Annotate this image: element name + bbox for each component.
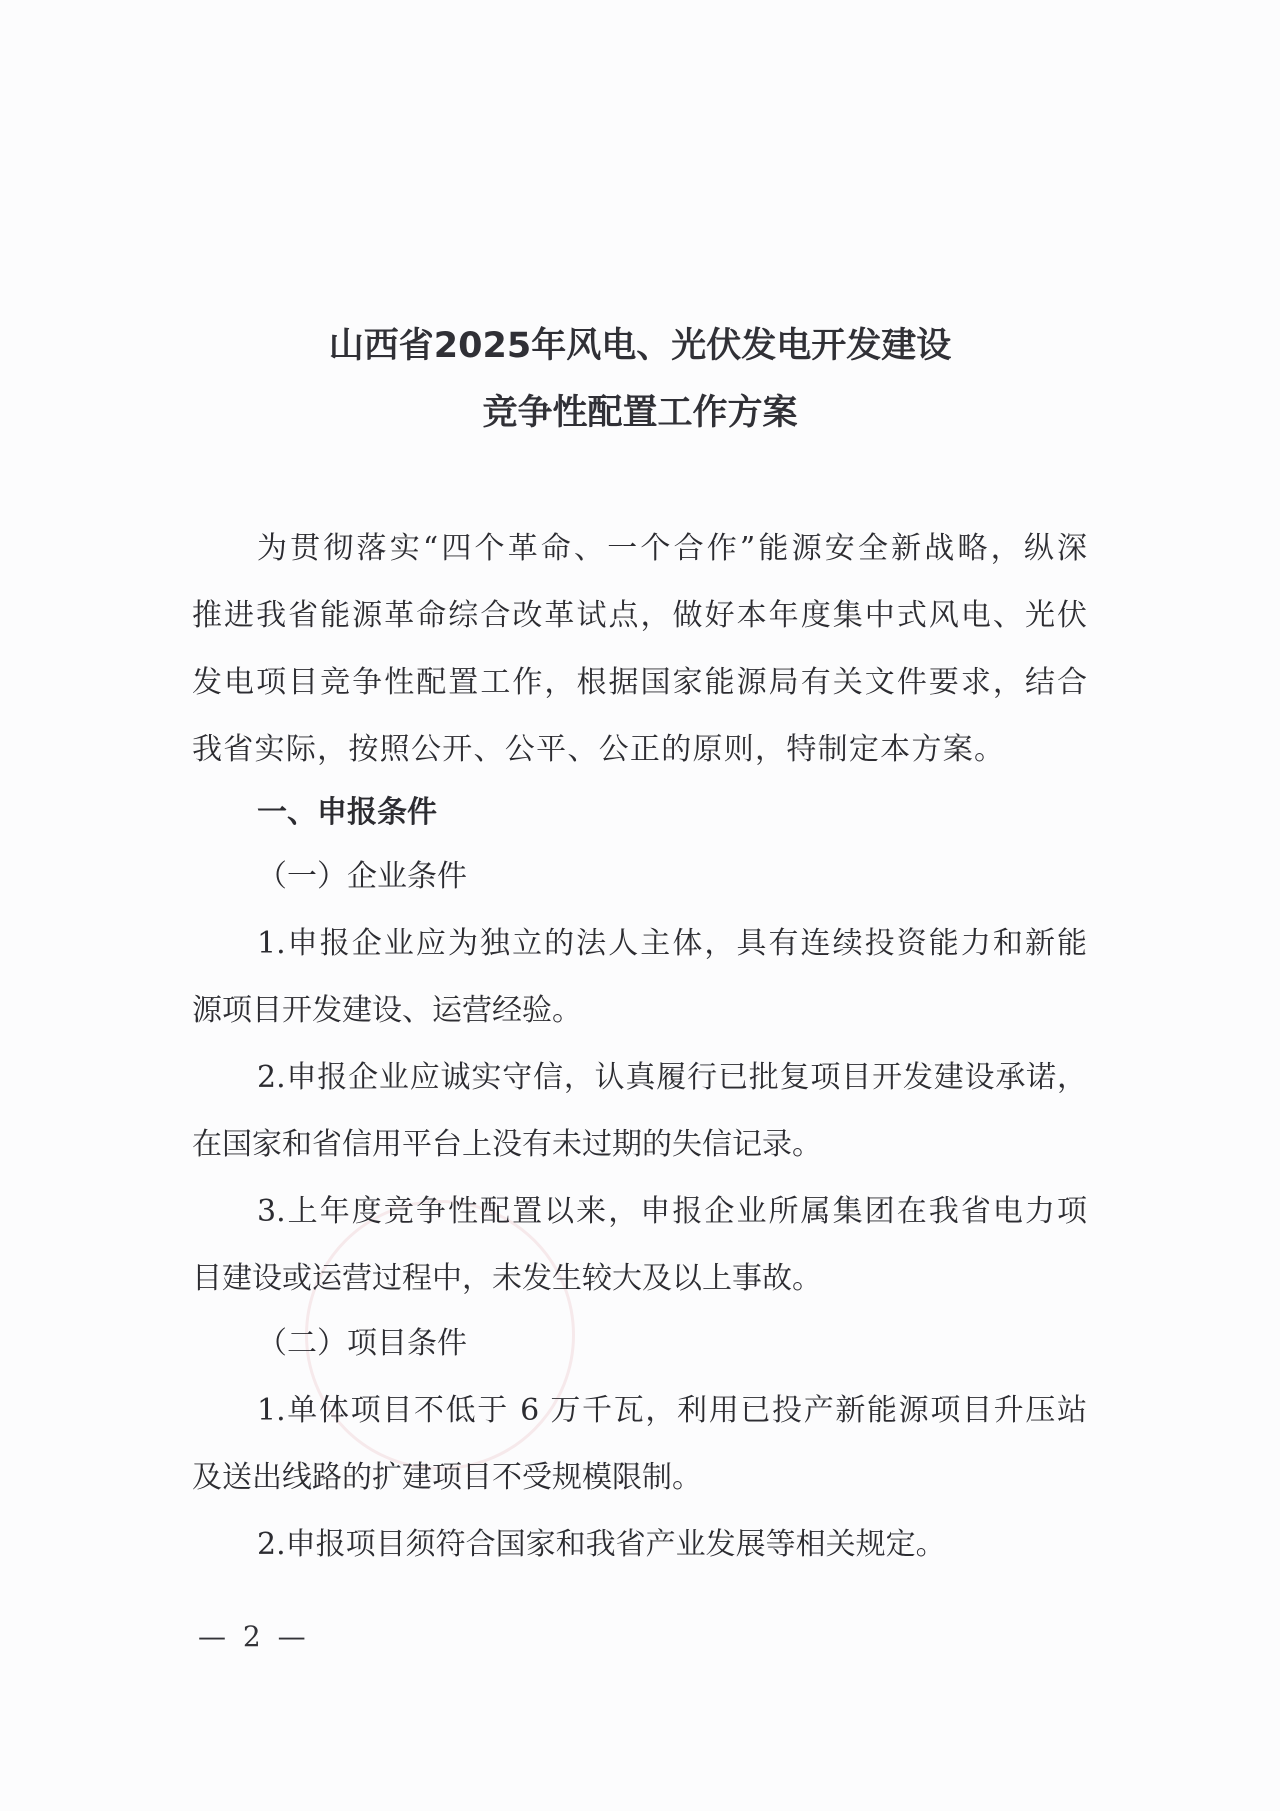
document-title-line-1: 山西省2025年风电、光伏发电开发建设: [328, 326, 952, 366]
page-number: — 2 —: [198, 1620, 310, 1653]
enterprise-item-3-line-2: 目建设或运营过程中，未发生较大及以上事故。: [192, 1261, 822, 1296]
intro-line-2: 推进我省能源革命综合改革试点，做好本年度集中式风电、光伏: [192, 598, 1087, 633]
subsection-heading-enterprise-conditions: （一）企业条件: [257, 859, 467, 894]
enterprise-item-1-line-2: 源项目开发建设、运营经验。: [192, 993, 582, 1028]
intro-line-3: 发电项目竞争性配置工作，根据国家能源局有关文件要求，结合: [192, 665, 1087, 700]
document-title-line-2: 竞争性配置工作方案: [482, 393, 798, 433]
section-heading-application-conditions: 一、申报条件: [257, 795, 437, 830]
project-item-1-line-2: 及送出线路的扩建项目不受规模限制。: [192, 1460, 702, 1495]
enterprise-item-1-line-1: 1.申报企业应为独立的法人主体，具有连续投资能力和新能: [257, 926, 1087, 961]
project-item-1-line-1: 1.单体项目不低于 6 万千瓦，利用已投产新能源项目升压站: [257, 1393, 1087, 1428]
enterprise-item-3-line-1: 3.上年度竞争性配置以来，申报企业所属集团在我省电力项: [257, 1194, 1087, 1229]
enterprise-item-2-line-1: 2.申报企业应诚实守信，认真履行已批复项目开发建设承诺，: [257, 1060, 1087, 1095]
subsection-heading-project-conditions: （二）项目条件: [257, 1326, 467, 1361]
intro-line-4: 我省实际，按照公开、公平、公正的原则，特制定本方案。: [192, 732, 1004, 767]
enterprise-item-2-line-2: 在国家和省信用平台上没有未过期的失信记录。: [192, 1127, 822, 1162]
intro-line-1: 为贯彻落实“四个革命、一个合作”能源安全新战略，纵深: [257, 531, 1087, 566]
project-item-2-line-1: 2.申报项目须符合国家和我省产业发展等相关规定。: [257, 1527, 946, 1562]
